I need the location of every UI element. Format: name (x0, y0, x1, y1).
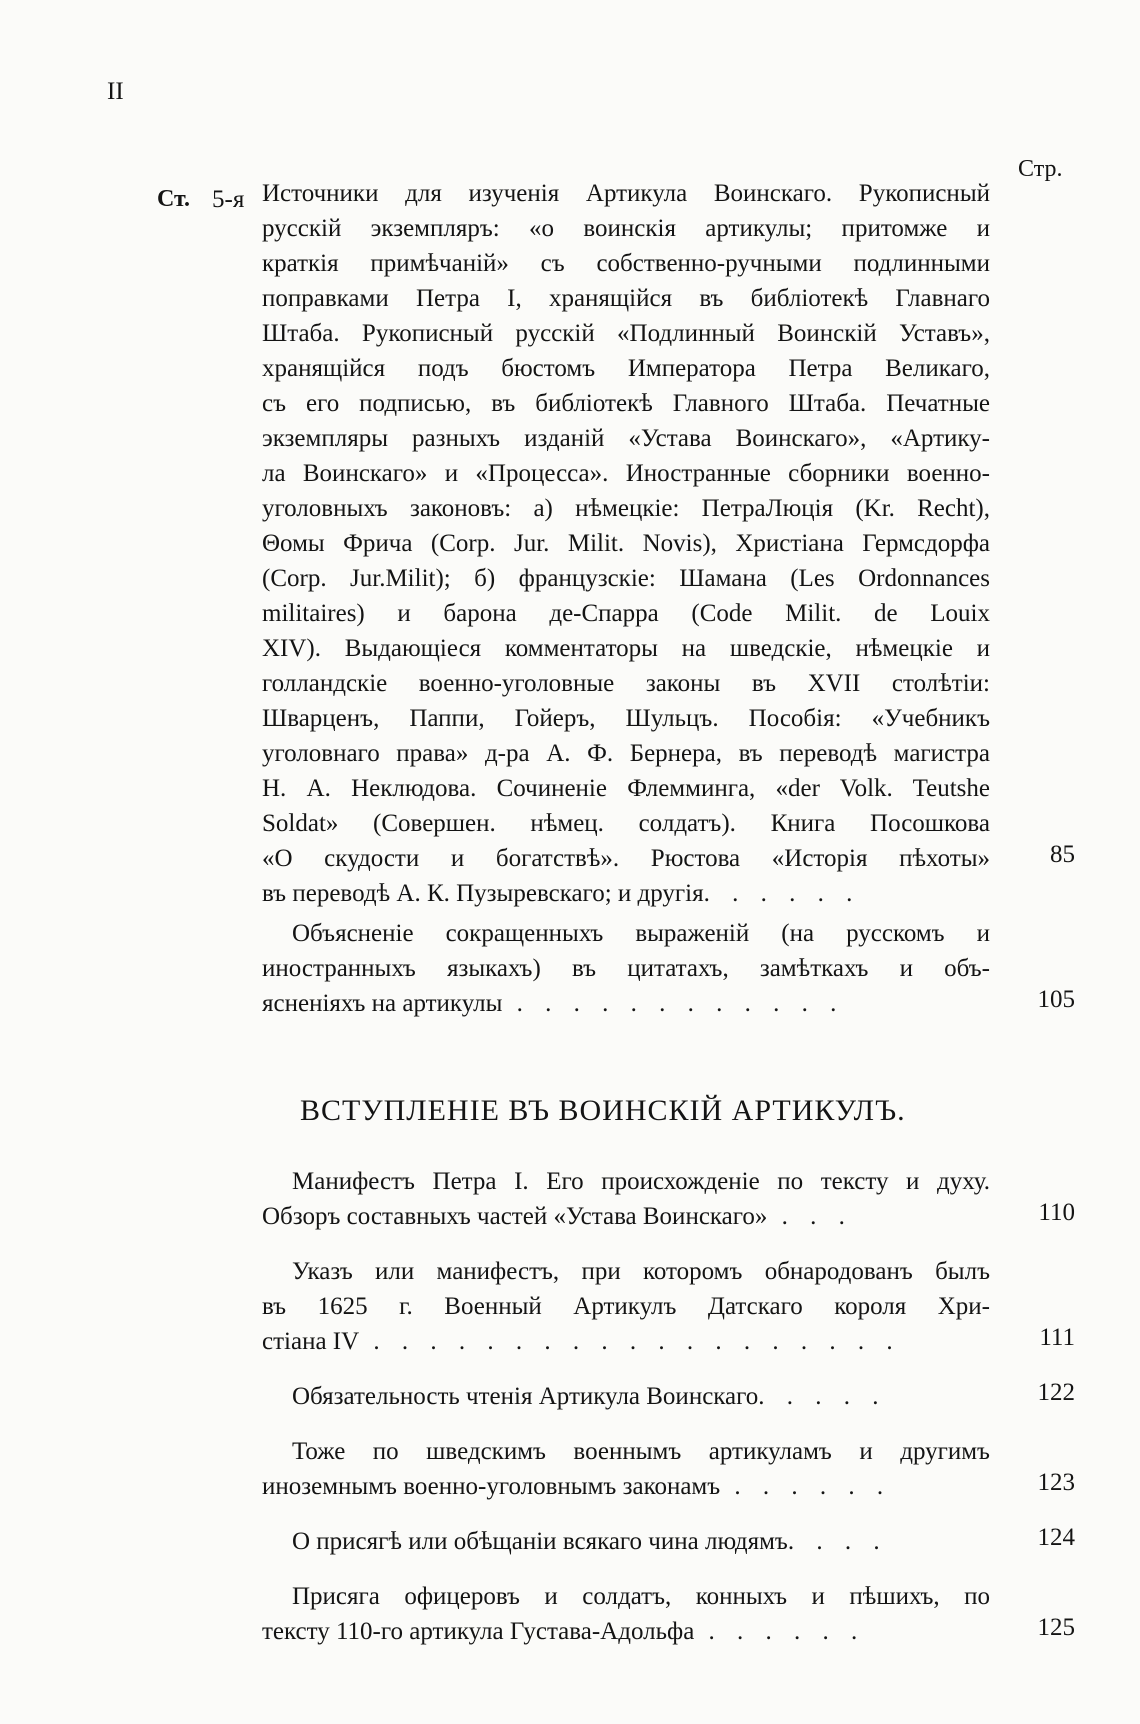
entry-line: съ его подписью, въ библіотекѣ Главного Штаба. Печатные (262, 390, 990, 417)
entry-line: «О скудости и богатствѣ». Рюстова «Исторія пѣхоты» (262, 845, 990, 872)
entry-line: (Corp. Jur.Milit); б) французскіе: Шамана (Les Ordonnances (262, 565, 990, 592)
entry-line: въ 1625 г. Военный Артикулъ Датскаго короля Хри- (262, 1293, 990, 1320)
entry-line: Н. А. Неклюдова. Сочиненіе Флемминга, «der Volk. Teutshe (262, 775, 990, 802)
entry-line: хранящійся подъ бюстомъ Императора Петра Великаго, (262, 355, 990, 382)
entry-line: Штаба. Рукописный русскій «Подлинный Воинскій Уставъ», (262, 320, 990, 347)
toc-entry (262, 1434, 990, 1504)
entry-line: Θомы Фрича (Corp. Jur. Milit. Novis), Христіана Гермсдорфа (262, 530, 990, 557)
entry-line: Шварценъ, Паппи, Гойеръ, Шульцъ. Пособія: «Учебникъ (262, 705, 990, 732)
entry-line: голландскіе военно-уголовные законы въ XVII столѣтіи: (262, 670, 990, 697)
toc-entry-abbreviations (262, 916, 990, 1021)
entry-line: уголовнаго права» д-ра А. Ф. Бернера, въ переводѣ магистра (262, 740, 990, 767)
entry-line: въ переводѣ А. К. Пузыревскаго; и другія. . . . . . (262, 880, 861, 907)
chapter-number: 5-я (212, 186, 245, 213)
entry-line: Обзоръ составныхъ частей «Устава Воинскаго» . . . (262, 1203, 853, 1230)
toc-entry (262, 1524, 990, 1559)
entry-line: экземпляры разныхъ изданій «Устава Воинскаго», «Артику- (262, 425, 990, 452)
entry-line: militaires) и барона де-Спарра (Code Milit. de Louix (262, 600, 990, 627)
toc-entry (262, 1579, 990, 1649)
page-ref: 105 (1037, 986, 1075, 1013)
toc-entry (262, 1254, 990, 1359)
page-column-heading: Стр. (1018, 156, 1063, 182)
entry-line: Источники для изученія Артикула Воинскаго. Рукописный (262, 180, 990, 207)
toc-entry (262, 1379, 990, 1414)
section-title: ВСТУПЛЕНІЕ ВЪ ВОИНСКІЙ АРТИКУЛЪ. (300, 1094, 906, 1127)
entry-line: О присягѣ или обѣщаніи всякаго чина людямъ. . . . (292, 1528, 888, 1555)
entry-line: иностранныхъ языкахъ) въ цитатахъ, замѣткахъ и объ- (262, 955, 990, 982)
page-ref: 122 (1037, 1379, 1075, 1406)
page-ref: 110 (1038, 1199, 1075, 1226)
entry-line: стіана IV . . . . . . . . . . . . . . . . . . . (262, 1328, 901, 1355)
toc-entry-sources (262, 176, 990, 911)
entry-line: Объясненіе сокращенныхъ выраженій (на русскомъ и (292, 920, 990, 947)
entry-line: поправками Петра I, хранящійся въ библіотекѣ Главнаго (262, 285, 990, 312)
entry-line: Обязательность чтенія Артикула Воинскаго. . . . . (292, 1383, 887, 1410)
entry-line: уголовныхъ законовъ: а) нѣмецкіе: ПетраЛюція (Kr. Recht), (262, 495, 990, 522)
entry-line: Тоже по шведскимъ военнымъ артикуламъ и другимъ (292, 1438, 990, 1465)
entry-line: Soldat» (Совершен. нѣмец. солдатъ). Книга Посошкова (262, 810, 990, 837)
entry-line: русскій экземпляръ: «о воинскія артикулы; притомже и (262, 215, 990, 242)
entry-line: Присяга офицеровъ и солдатъ, конныхъ и пѣшихъ, по (292, 1583, 990, 1610)
entry-line: иноземнымъ военно-уголовнымъ законамъ . . . . . . (262, 1473, 892, 1500)
toc-entry (262, 1164, 990, 1234)
entry-line: ясненіяхъ на артикулы . . . . . . . . . . . . (262, 990, 845, 1017)
page-ref: 111 (1039, 1324, 1075, 1351)
page-ref: 85 (1050, 841, 1075, 868)
entry-line: краткія примѣчаній» съ собственно-ручными подлинными (262, 250, 990, 277)
entry-line: XIV). Выдающіеся комментаторы на шведскіе, нѣмецкіе и (262, 635, 990, 662)
page-number: II (107, 78, 124, 105)
entry-line: ла Воинскаго» и «Процесса». Иностранные сборники военно- (262, 460, 990, 487)
chapter-label: Ст. (157, 186, 190, 212)
page-ref: 125 (1037, 1614, 1075, 1641)
page-ref: 124 (1037, 1524, 1075, 1551)
entry-line: тексту 110-го артикула Густава-Адольфа . . . . . . (262, 1618, 866, 1645)
page-ref: 123 (1037, 1469, 1075, 1496)
entry-line: Манифестъ Петра I. Его происхожденіе по тексту и духу. (292, 1168, 990, 1195)
entry-line: Указъ или манифестъ, при которомъ обнародованъ былъ (292, 1258, 990, 1285)
